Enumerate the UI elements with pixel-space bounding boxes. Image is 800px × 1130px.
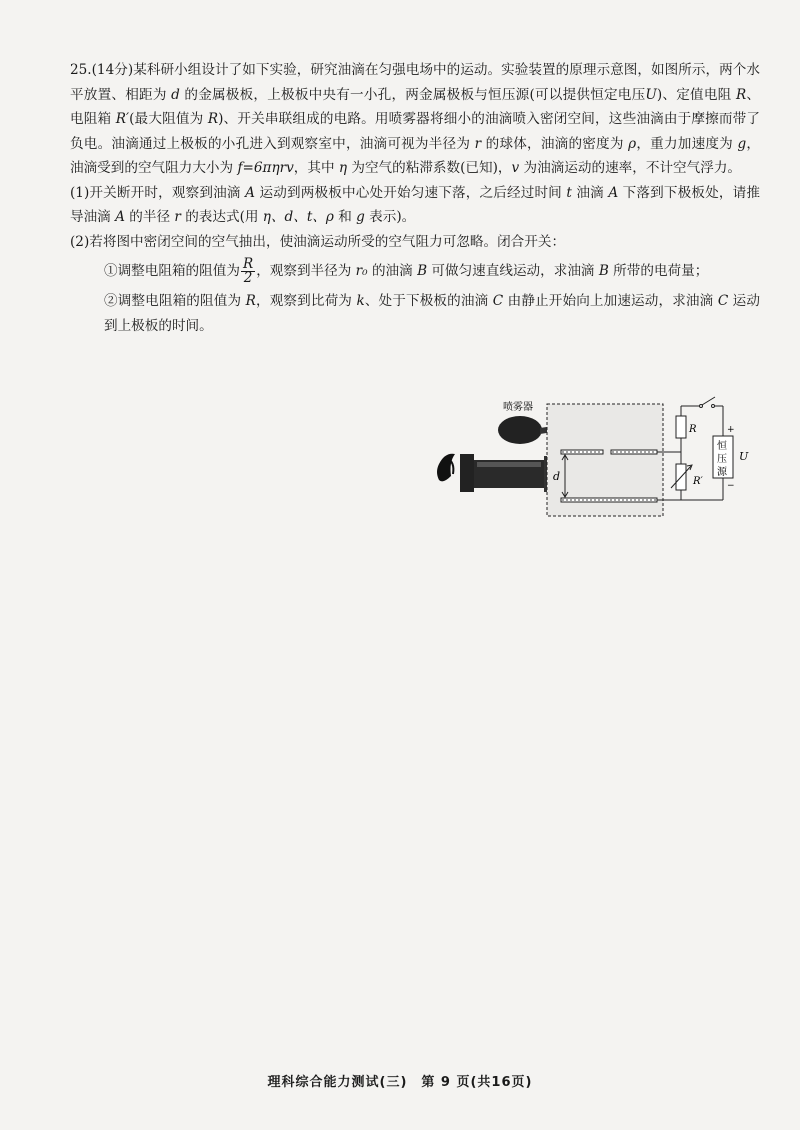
voltage-label: U [739,450,749,463]
part-2a: ①调整电阻箱的阻值为 $\frac{R}{2}$ ，观察到半径为 r₀ 的油滴 B 可做匀速直线运动，求油滴 B 所带的电荷量； [104,256,709,286]
part-2b: ②调整电阻箱的阻值为 R，观察到比荷为 k、处于下极板的油滴 C 由静止开始向上加速运动，求油滴 C 运动到上极板的时间。 [104,293,760,334]
rheostat-label: R′ [693,476,703,487]
resistor-r [676,416,686,438]
part-2-intro: (2)若将图中密闭空间的空气抽出，使油滴运动所受的空气阻力可忽略。闭合开关： [70,233,566,250]
lower-plate [561,498,657,502]
microscope-icon [460,454,549,492]
page-footer: 理科综合能力测试(三) 第 9 页(共16页) [267,1075,533,1090]
part-1: (1)开关断开时，观察到油滴 A 运动到两极板中心处开始匀速下落，之后经过时间 t 油滴 A 下落到下极板处，请推导油滴 A 的半径 r 的表达式(用 η、d、t、ρ 和 g 表示)。 [70,184,761,225]
minus-sign: − [727,481,735,491]
plus-sign: + [727,425,735,435]
fraction-r-over-2: $\frac{R}{2}$ [242,256,254,286]
sprayer-icon [498,416,553,444]
source-label-1: 恒 [717,441,727,452]
resistor-r-label: R [689,424,697,435]
question-25 [70,58,760,338]
sprayer-label: 喷雾器 [503,402,533,413]
switch-icon [700,397,716,408]
gap-label: d [553,470,561,483]
rheostat-icon [671,464,692,490]
source-label-2: 压 [717,454,727,465]
eye-icon [437,454,455,482]
apparatus-diagram [425,392,755,522]
question-stem: 25.(14分)某科研小组设计了如下实验，研究油滴在匀强电场中的运动。实验装置的原理示意图，如图所示，两个水平放置、相距为 d 的金属极板，上极板中央有一小孔，两金属极板与恒压源(可以提供恒定电压U)、定值电阻 R、电阻箱 R′(最大阻值为 R)、开关串联组成的电路。用喷雾器将细小的油滴喷入密闭空间，这些油滴由于摩擦而带了负电。油滴通过上极板的小孔进入到观察室中，油滴可视为半径为 r 的球体，油滴的密度为 ρ，重力加速度为 g，油滴受到的空气阻力大小为 f=6πηrv，其中 η 为空气的粘滞系数(已知)，v 为油滴运动的速率，不计空气浮力。 [70,62,761,176]
source-label-3: 源 [717,467,727,478]
